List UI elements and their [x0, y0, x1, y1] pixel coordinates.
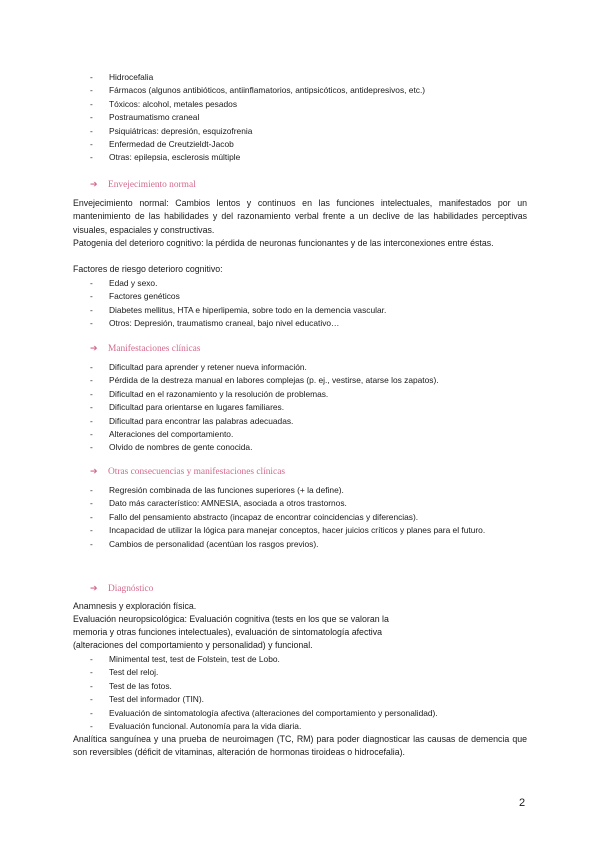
- list-item: - Factores genéticos: [0, 290, 600, 303]
- heading-text: Manifestaciones clínicas: [108, 344, 201, 354]
- section-heading-envejecimiento: [90, 180, 196, 190]
- section-heading-manifestaciones: [90, 344, 200, 354]
- list-item: - Pérdida de la destreza manual en labores complejas (p. ej., vestirse, atarse los zapatos).: [0, 374, 600, 387]
- list-item: - Test del informador (TIN).: [0, 693, 600, 706]
- arrow-right-icon: ➔: [90, 584, 98, 594]
- otras-block: [0, 484, 600, 551]
- list-item: - Fármacos (algunos antibióticos, antiinflamatorios, antipsicóticos, antidepresivos, etc.): [0, 84, 600, 97]
- arrow-right-icon: ➔: [90, 344, 98, 354]
- list-item: - Otras: epilepsia, esclerosis múltiple: [0, 151, 600, 164]
- arrow-right-icon: ➔: [90, 467, 98, 477]
- list-item: - Regresión combinada de las funciones superiores (+ la define).: [0, 484, 600, 497]
- list-item: - Dificultad para encontrar las palabras adecuadas.: [0, 415, 600, 428]
- list-item: - Olvido de nombres de gente conocida.: [0, 441, 600, 454]
- list-item: - Test de las fotos.: [0, 680, 600, 693]
- list-item: - Incapacidad de utilizar la lógica para manejar conceptos, hacer juicios críticos y planes para el futuro.: [0, 524, 600, 537]
- manifestaciones-list: [0, 361, 600, 455]
- page-number: 2: [519, 797, 526, 809]
- list-item: - Dificultad en el razonamiento y la resolución de problemas.: [0, 388, 600, 401]
- risk-factors-list: [0, 277, 600, 331]
- neuro-evaluation-line-3: (alteraciones del comportamiento y personalidad) y funcional.: [73, 640, 313, 650]
- heading-text: Envejecimiento normal: [108, 180, 196, 190]
- list-item: - Evaluación funcional. Autonomía para la vida diaria.: [0, 720, 600, 733]
- section-heading-diagnostico: [90, 584, 153, 594]
- list-item: - Otros: Depresión, traumatismo craneal, bajo nivel educativo…: [0, 317, 600, 330]
- risk-factors-title: Factores de riesgo deterioro cognitivo:: [73, 264, 223, 274]
- list-item: - Diabetes mellitus, HTA e hiperlipemia, sobre todo en la demencia vascular.: [0, 304, 600, 317]
- section-heading-otras: [90, 467, 285, 477]
- envejecimiento-definition: Envejecimiento normal: Cambios lentos y continuos en las funciones intelectuales, manifestados por un mantenimiento de las habilidades y del razonamiento verbal frente a un declive de las habilidades perceptivas visuales, espaciales y constructivas.: [73, 198, 527, 235]
- patogenia-paragraph: Patogenia del deterioro cognitivo: la pérdida de neuronas funcionantes y de las interconexiones entre éstas.: [73, 238, 494, 248]
- neuro-evaluation-line-2: memoria y otras funciones intelectuales), evaluación de sintomatología afectiva: [73, 627, 383, 637]
- list-item: - Tóxicos: alcohol, metales pesados: [0, 98, 600, 111]
- list-item: - Test del reloj.: [0, 666, 600, 679]
- diagnostico-tests-block: [0, 653, 600, 733]
- causes-list: [0, 71, 600, 165]
- otras-list: [0, 484, 600, 551]
- list-item: - Dificultad para aprender y retener nueva información.: [0, 361, 600, 374]
- causes-list-block: [0, 71, 600, 165]
- diagnostico-tests-list: [0, 653, 600, 733]
- manifestaciones-block: [0, 361, 600, 455]
- list-item: - Minimental test, test de Folstein, test de Lobo.: [0, 653, 600, 666]
- heading-text: Otras consecuencias y manifestaciones clínicas: [108, 467, 286, 477]
- list-item: - Edad y sexo.: [0, 277, 600, 290]
- heading-text: Diagnóstico: [108, 584, 154, 594]
- arrow-right-icon: ➔: [90, 180, 98, 190]
- list-item: - Dato más característico: AMNESIA, asociada a otros trastornos.: [0, 497, 600, 510]
- neuro-evaluation-line-1: Evaluación neuropsicológica: Evaluación cognitiva (tests en los que se valoran la: [73, 614, 389, 624]
- list-item: - Cambios de personalidad (acentúan los rasgos previos).: [0, 538, 600, 551]
- risk-factors-block: [0, 277, 600, 331]
- list-item: - Enfermedad de Creutzieldt-Jacob: [0, 138, 600, 151]
- list-item: - Dificultad para orientarse en lugares familiares.: [0, 401, 600, 414]
- list-item: - Fallo del pensamiento abstracto (incapaz de encontrar coincidencias y diferencias).: [0, 511, 600, 524]
- list-item: - Psiquiátricas: depresión, esquizofrenia: [0, 125, 600, 138]
- list-item: - Postraumatismo craneal: [0, 111, 600, 124]
- analitica-paragraph: Analítica sanguínea y una prueba de neuroimagen (TC, RM) para poder diagnosticar las causas de demencia que son reversibles (déficit de vitaminas, alteración de hormonas tiroideas o hidrocefalia).: [73, 734, 527, 758]
- list-item: - Evaluación de sintomatología afectiva (alteraciones del comportamiento y personalidad).: [0, 707, 600, 720]
- anamnesis-line: Anamnesis y exploración física.: [73, 601, 197, 611]
- list-item: - Alteraciones del comportamiento.: [0, 428, 600, 441]
- list-item: - Hidrocefalia: [0, 71, 600, 84]
